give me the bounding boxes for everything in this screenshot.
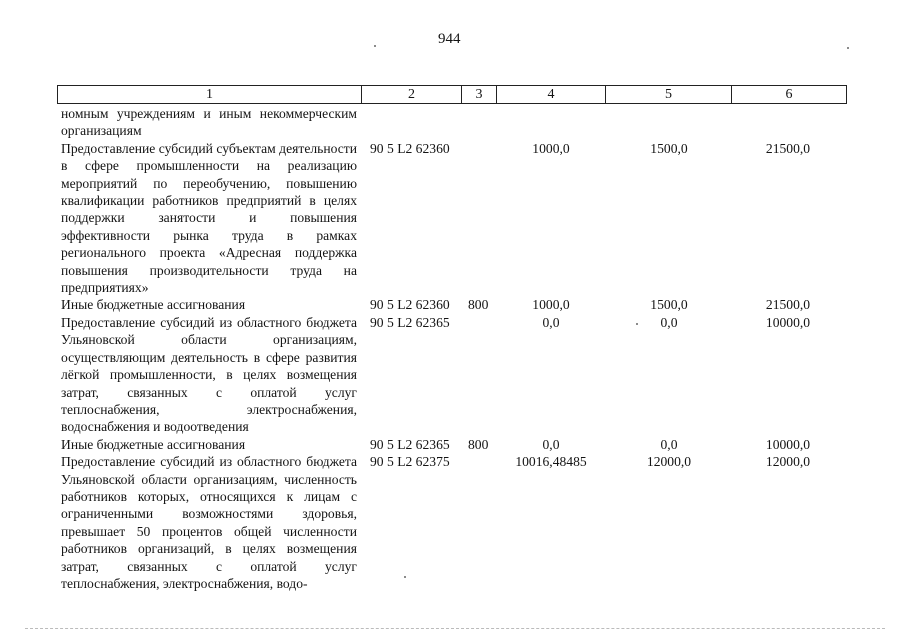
table-row [0,140,905,297]
row-value-6: 10000,0 [765,314,811,330]
row-code: 90 5 L2 62365 [370,314,450,330]
row-value-4: 1000,0 [532,297,570,313]
column-header-6: 6 [732,86,847,104]
column-header-1: 1 [58,86,362,104]
row-description: Предоставление субсидий из областного бюджета Ульяновской области организациям, численность работников которых, относящихся к лицам с ограниченными возможностями здоровья, превышает 50 процентов общей численности работников организаций, в целях возмещения затрат, связанных с оплатой услуг теплоснабжения, электроснабжения, водо- [61,454,357,591]
row-value-5: 1500,0 [650,297,688,313]
row-code: 90 5 L2 62365 [370,436,450,452]
row-description: Предоставление субсидий субъектам деятельности в сфере промышленности на реализацию мероприятий по переобучению, повышению квалификации работников предприятий в целях поддержки занятости и повышения эффективности рынка труда в рамках регионального проекта «Адресная поддержка повышения производительности труда на предприятиях» [61,140,357,296]
row-value-5: 0,0 [660,314,678,330]
row-value-5: 12000,0 [646,454,692,470]
table-body [0,105,905,592]
row-value-6: 21500,0 [765,297,811,313]
row-value-5: 0,0 [660,436,678,452]
scan-speck [636,323,638,325]
column-header-5: 5 [606,86,732,104]
row-description: Предоставление субсидий из областного бюджета Ульяновской области организациям, осуществляющим деятельность в сфере развития лёгкой промышленности, в целях возмещения затрат, связанных с оплатой услуг теплоснабжения, электроснабжения, водоснабжения и водоотведения [61,314,357,435]
row-value-4: 1000,0 [532,140,570,156]
row-description: Иные бюджетные ассигнования [61,297,246,313]
table-row [0,105,905,140]
scan-speck [374,45,376,47]
column-header-row [58,86,847,104]
row-type: 800 [468,297,489,313]
scan-edge-line [25,628,885,629]
row-code: 90 5 L2 62360 [370,297,450,313]
row-description: Иные бюджетные ассигнования [61,436,246,452]
row-description: номным учреждениям и иным некоммерческим организациям [61,106,357,139]
row-type: 800 [468,436,489,452]
column-header-4: 4 [497,86,606,104]
row-value-4: 10016,48485 [515,454,587,470]
column-header-2: 2 [362,86,462,104]
table-row [0,436,905,453]
row-value-6: 12000,0 [765,454,811,470]
row-value-6: 10000,0 [765,436,811,452]
table-row [0,314,905,436]
row-value-4: 0,0 [542,436,560,452]
column-header-table [57,85,847,104]
scan-speck [847,47,849,49]
row-code: 90 5 L2 62360 [370,140,450,156]
row-value-5: 1500,0 [650,140,688,156]
table-row [0,453,905,592]
row-value-4: 0,0 [542,314,560,330]
page-number: 944 [438,31,461,47]
scan-speck [404,576,406,578]
row-code: 90 5 L2 62375 [370,454,450,470]
table-row [0,296,905,313]
row-value-6: 21500,0 [765,140,811,156]
column-header-3: 3 [462,86,497,104]
